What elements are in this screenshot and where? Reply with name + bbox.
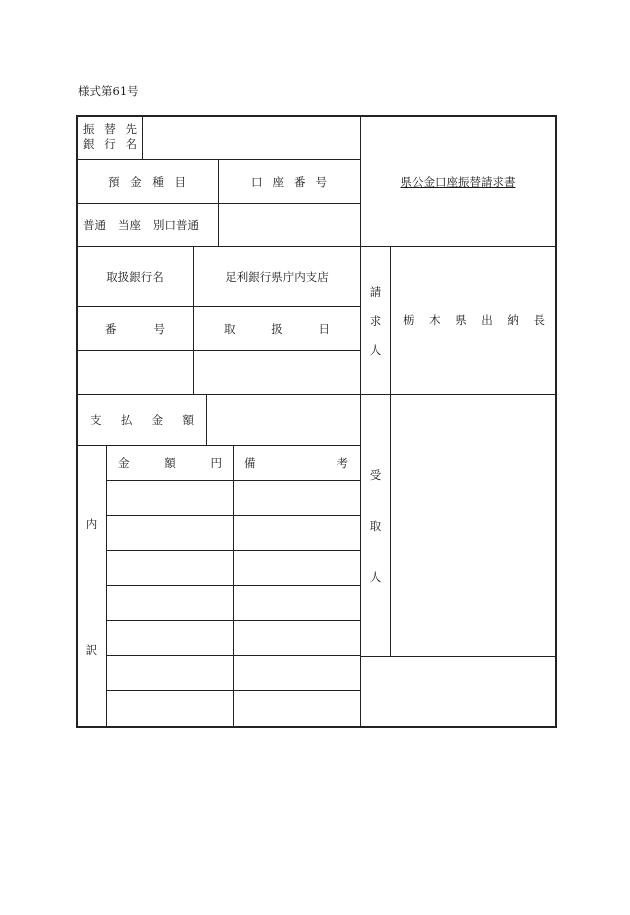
breakdown-label-top: 内 [85, 517, 98, 531]
account-number-field[interactable] [219, 204, 359, 245]
account-number-header: 口 座 番 号 [251, 174, 327, 189]
handling-date-field[interactable] [194, 351, 359, 393]
account-type-options [83, 204, 217, 246]
claimant-label: 請 求 人 [369, 285, 382, 357]
form-number: 様式第61号 [78, 84, 139, 98]
handling-date-label: 取 扱 日 [224, 321, 330, 336]
option-checking: 当座 [118, 218, 141, 232]
option-separate-ordinary: 別口普通 [153, 218, 199, 232]
recipient-field[interactable] [391, 395, 554, 655]
payment-amount-label: 支 払 金 額 [90, 413, 194, 427]
number-label: 番 号 [105, 321, 165, 336]
handling-bank-value: 足利銀行県庁内支店 [225, 269, 329, 284]
claimant-value: 栃 木 県 出 納 長 [403, 313, 545, 327]
recipient-label: 受 取 人 [369, 468, 382, 584]
option-ordinary: 普通 [83, 218, 106, 232]
payment-amount-field[interactable] [207, 395, 359, 444]
amount-header: 金 額 円 [118, 456, 222, 470]
form-title: 県公金口座振替請求書 [400, 175, 516, 189]
number-field[interactable] [78, 351, 192, 393]
breakdown-label-bottom: 訳 [85, 643, 98, 657]
remarks-header: 備 考 [244, 456, 348, 470]
transfer-bank-label: 振 替 先 銀 行 名 [83, 122, 137, 151]
handling-bank-label: 取扱銀行名 [106, 269, 164, 284]
account-type-header: 預 金 種 目 [108, 174, 186, 189]
transfer-bank-name-field[interactable] [143, 117, 359, 158]
